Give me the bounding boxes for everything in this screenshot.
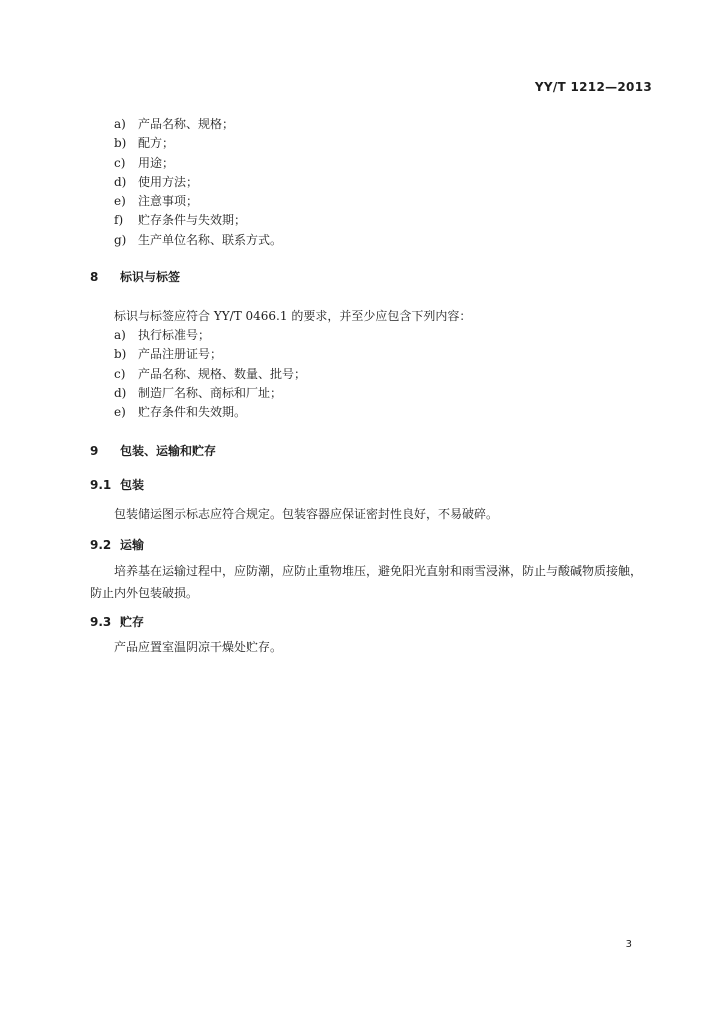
list-section-8 <box>114 327 634 423</box>
list-item-text: 产品名称、规格、数量、批号； <box>138 366 307 381</box>
list-item-text: 贮存条件和失效期。 <box>138 405 247 420</box>
list-item <box>114 174 634 193</box>
list-item-text: 使用方法； <box>138 174 199 189</box>
section-title: 包装、运输和贮存 <box>120 444 217 458</box>
section-9-1-body: 包装储运图示标志应符合规定。包装容器应保证密封性良好，不易破碎。 <box>114 507 499 521</box>
list-item <box>114 135 634 154</box>
list-marker: b) <box>114 347 127 362</box>
list-marker: e) <box>114 405 126 420</box>
list-item <box>114 232 634 251</box>
section-number: 9 <box>90 444 99 458</box>
list-item-text: 产品名称、规格； <box>138 117 235 131</box>
section-9-3-body: 产品应置室温阴凉干燥处贮存。 <box>114 640 283 654</box>
list-item <box>114 404 634 423</box>
list-item-text: 执行标准号； <box>138 328 211 342</box>
section-9-2-heading <box>90 537 144 553</box>
section-title: 标识与标签 <box>120 270 181 284</box>
list-item-text: 生产单位名称、联系方式。 <box>138 232 283 247</box>
section-9-2-body: 培养基在运输过程中，应防潮，应防止重物堆压，避免阳光直射和雨雪浸淋，防止与酸碱物质接触，防止内外包装破损。 <box>90 564 643 600</box>
list-item <box>114 155 634 174</box>
list-item-text: 产品注册证号； <box>138 347 223 362</box>
list-item <box>114 346 634 365</box>
section-9-3-heading <box>90 614 144 630</box>
section-8-intro: 标识与标签应符合 YY/T 0466.1 的要求，并至少应包含下列内容： <box>114 309 472 323</box>
list-marker: g) <box>114 232 127 247</box>
list-item <box>114 212 634 231</box>
list-marker: d) <box>114 385 127 400</box>
list-item <box>114 116 634 135</box>
section-8-heading <box>90 269 180 285</box>
subsection-number: 9.3 <box>90 615 112 629</box>
list-item <box>114 327 634 346</box>
section-number: 8 <box>90 270 99 284</box>
list-marker: a) <box>114 117 126 131</box>
section-9-heading <box>90 443 216 459</box>
list-item-text: 贮存条件与失效期； <box>138 213 247 228</box>
list-marker: c) <box>114 366 126 381</box>
list-marker: a) <box>114 328 126 342</box>
subsection-title: 贮存 <box>120 615 145 629</box>
list-item-text: 用途； <box>138 155 175 170</box>
standard-code: YY/T 1212—2013 <box>534 80 652 94</box>
list-item <box>114 366 634 385</box>
subsection-number: 9.1 <box>90 478 112 492</box>
list-marker: b) <box>114 136 127 151</box>
list-marker: c) <box>114 155 126 170</box>
list-marker: e) <box>114 194 126 209</box>
subsection-title: 包装 <box>120 478 145 492</box>
list-item <box>114 385 634 404</box>
list-marker: d) <box>114 174 127 189</box>
list-item <box>114 193 634 212</box>
list-item-text: 配方； <box>138 136 175 151</box>
subsection-number: 9.2 <box>90 538 112 552</box>
list-item-text: 制造厂名称、商标和厂址； <box>138 385 283 400</box>
subsection-title: 运输 <box>120 538 145 552</box>
list-item-text: 注意事项； <box>138 194 199 209</box>
section-9-1-heading <box>90 477 144 493</box>
list-marker: f) <box>114 213 124 228</box>
list-top <box>114 116 634 251</box>
page-number: 3 <box>625 939 632 950</box>
